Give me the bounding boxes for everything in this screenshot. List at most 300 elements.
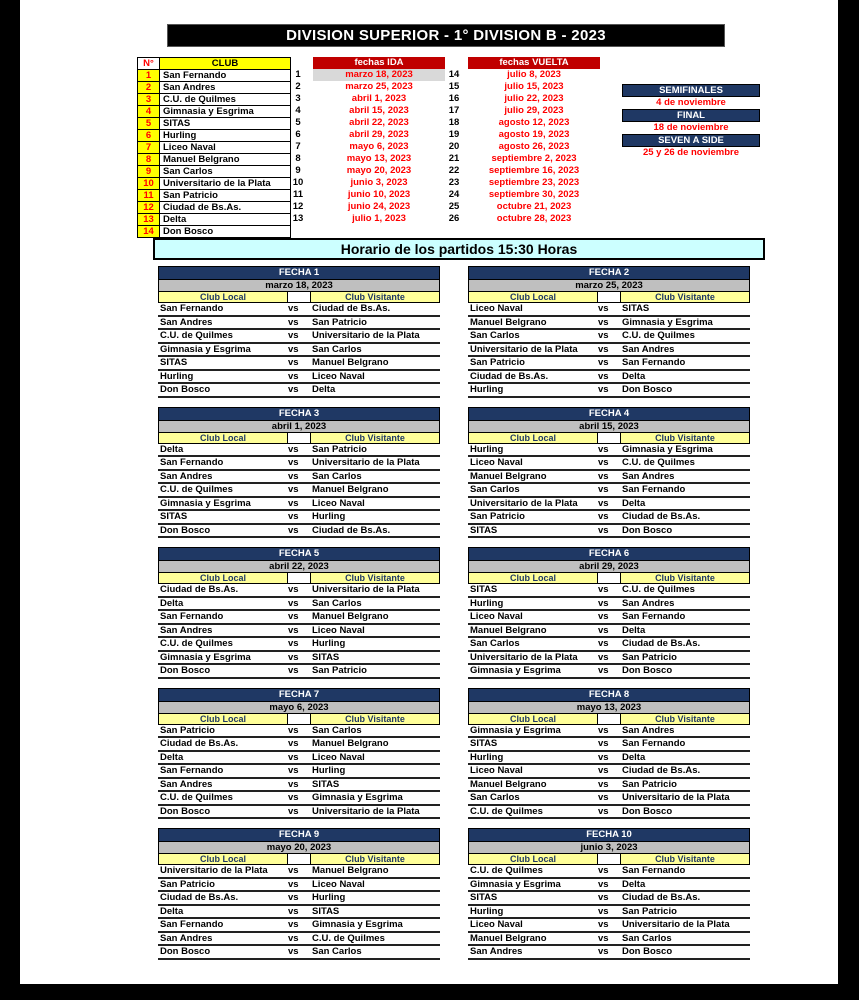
round-date: septiembre 2, 2023 bbox=[468, 153, 600, 165]
match-row bbox=[158, 665, 440, 679]
local-club: Don Bosco bbox=[160, 665, 211, 677]
vs-column-spacer bbox=[598, 573, 621, 583]
match-row bbox=[468, 752, 750, 766]
local-club: Hurling bbox=[470, 443, 504, 455]
local-club: Universitario de la Plata bbox=[160, 865, 268, 877]
vs-label: vs bbox=[288, 765, 299, 777]
club-number: 12 bbox=[138, 202, 160, 214]
round-date: agosto 12, 2023 bbox=[468, 117, 600, 129]
visiting-club: Manuel Belgrano bbox=[312, 865, 389, 877]
match-row bbox=[468, 946, 750, 960]
round-number: 24 bbox=[448, 189, 460, 200]
club-number: 11 bbox=[138, 190, 160, 202]
round-date: abril 29, 2023 bbox=[313, 129, 445, 141]
fixture-column-headers bbox=[158, 713, 440, 725]
vs-label: vs bbox=[598, 316, 609, 328]
local-club: Universitario de la Plata bbox=[470, 651, 578, 663]
match-row bbox=[468, 625, 750, 639]
club-row bbox=[138, 154, 291, 166]
local-club: Manuel Belgrano bbox=[470, 932, 547, 944]
vs-column-spacer bbox=[288, 714, 311, 724]
club-name: San Fernando bbox=[160, 70, 291, 82]
round-date: julio 22, 2023 bbox=[468, 93, 600, 105]
visiting-club: Liceo Naval bbox=[312, 878, 365, 890]
fixture-date: mayo 20, 2023 bbox=[158, 841, 440, 853]
round-row bbox=[440, 177, 600, 189]
vs-label: vs bbox=[598, 484, 609, 496]
visiting-club: Gimnasia y Esgrima bbox=[622, 316, 713, 328]
visitor-column-header: Club Visitante bbox=[311, 573, 439, 583]
local-club: Liceo Naval bbox=[470, 457, 523, 469]
fixture-column-headers bbox=[468, 713, 750, 725]
fixture-column-headers bbox=[158, 572, 440, 584]
visiting-club: Ciudad de Bs.As. bbox=[622, 765, 701, 777]
club-row bbox=[138, 190, 291, 202]
round-number: 13 bbox=[292, 213, 304, 224]
round-date: agosto 26, 2023 bbox=[468, 141, 600, 153]
match-row bbox=[468, 317, 750, 331]
vs-column-spacer bbox=[288, 433, 311, 443]
visiting-club: San Andres bbox=[622, 597, 675, 609]
match-row bbox=[158, 765, 440, 779]
vs-label: vs bbox=[288, 470, 299, 482]
vs-label: vs bbox=[288, 738, 299, 750]
fixture-round-title: FECHA 7 bbox=[158, 688, 440, 701]
local-club: Liceo Naval bbox=[470, 303, 523, 315]
vs-label: vs bbox=[598, 805, 609, 817]
round-number: 16 bbox=[448, 93, 460, 104]
vs-label: vs bbox=[288, 330, 299, 342]
club-name: San Carlos bbox=[160, 166, 291, 178]
round-date: septiembre 30, 2023 bbox=[468, 189, 600, 201]
fixture-block bbox=[468, 828, 750, 960]
visiting-club: Don Bosco bbox=[622, 524, 673, 536]
vs-label: vs bbox=[288, 343, 299, 355]
vs-label: vs bbox=[598, 357, 609, 369]
club-name: San Andres bbox=[160, 82, 291, 94]
match-row bbox=[158, 611, 440, 625]
fixture-date: abril 1, 2023 bbox=[158, 420, 440, 432]
vs-label: vs bbox=[598, 765, 609, 777]
match-row bbox=[468, 933, 750, 947]
visiting-club: C.U. de Quilmes bbox=[312, 932, 385, 944]
club-number: 1 bbox=[138, 70, 160, 82]
vs-label: vs bbox=[288, 511, 299, 523]
visiting-club: Gimnasia y Esgrima bbox=[312, 792, 403, 804]
fixture-block bbox=[468, 688, 750, 820]
match-row bbox=[158, 738, 440, 752]
club-name: SITAS bbox=[160, 118, 291, 130]
local-club: San Carlos bbox=[470, 792, 520, 804]
clubs-header-row bbox=[138, 58, 291, 70]
ida-header: fechas IDA bbox=[313, 57, 445, 69]
vs-label: vs bbox=[288, 905, 299, 917]
round-date: marzo 18, 2023 bbox=[313, 69, 445, 81]
round-row bbox=[440, 141, 600, 153]
local-club: Don Bosco bbox=[160, 946, 211, 958]
local-club: SITAS bbox=[470, 584, 498, 596]
vs-label: vs bbox=[288, 865, 299, 877]
round-number: 3 bbox=[295, 93, 301, 104]
local-club: C.U. de Quilmes bbox=[160, 792, 233, 804]
vs-label: vs bbox=[598, 905, 609, 917]
match-row bbox=[158, 471, 440, 485]
round-date: junio 10, 2023 bbox=[313, 189, 445, 201]
playoff-stage-label: SEMIFINALES bbox=[622, 84, 760, 97]
fixture-matches bbox=[468, 444, 750, 539]
match-row bbox=[158, 638, 440, 652]
visiting-club: Manuel Belgrano bbox=[312, 484, 389, 496]
round-number: 12 bbox=[292, 201, 304, 212]
round-row bbox=[440, 117, 600, 129]
vuelta-header-spacer bbox=[440, 57, 468, 69]
visiting-club: Delta bbox=[622, 370, 646, 382]
match-row bbox=[468, 525, 750, 539]
club-number: 3 bbox=[138, 94, 160, 106]
round-number: 22 bbox=[448, 165, 460, 176]
round-row bbox=[283, 69, 445, 81]
club-number-header: N° bbox=[138, 58, 160, 70]
round-number: 9 bbox=[295, 165, 301, 176]
fechas-ida-table bbox=[283, 57, 445, 225]
visiting-club: Gimnasia y Esgrima bbox=[312, 919, 403, 931]
local-club: SITAS bbox=[470, 892, 498, 904]
match-row bbox=[158, 933, 440, 947]
match-row bbox=[468, 303, 750, 317]
match-row bbox=[468, 498, 750, 512]
match-row bbox=[158, 865, 440, 879]
playoff-stage-label: SEVEN A SIDE bbox=[622, 134, 760, 147]
local-club: Hurling bbox=[470, 751, 504, 763]
match-row bbox=[468, 371, 750, 385]
club-name: Delta bbox=[160, 214, 291, 226]
local-club: San Carlos bbox=[470, 330, 520, 342]
vs-label: vs bbox=[598, 343, 609, 355]
round-row bbox=[283, 117, 445, 129]
visiting-club: San Carlos bbox=[312, 470, 362, 482]
fixture-column-headers bbox=[468, 291, 750, 303]
match-row bbox=[158, 792, 440, 806]
visiting-club: Hurling bbox=[312, 511, 346, 523]
local-club: Ciudad de Bs.As. bbox=[160, 892, 239, 904]
clubs-body bbox=[138, 70, 291, 238]
local-club: Manuel Belgrano bbox=[470, 470, 547, 482]
club-row bbox=[138, 118, 291, 130]
visitor-column-header: Club Visitante bbox=[311, 854, 439, 864]
club-number: 14 bbox=[138, 226, 160, 238]
match-row bbox=[468, 765, 750, 779]
round-row bbox=[283, 141, 445, 153]
left-border bbox=[0, 0, 20, 1000]
vs-label: vs bbox=[288, 665, 299, 677]
round-row bbox=[283, 105, 445, 117]
visiting-club: San Patricio bbox=[312, 665, 367, 677]
match-row bbox=[468, 879, 750, 893]
playoff-dates bbox=[622, 84, 760, 159]
fixture-round-title: FECHA 4 bbox=[468, 407, 750, 420]
round-row bbox=[440, 189, 600, 201]
fixture-date: mayo 6, 2023 bbox=[158, 701, 440, 713]
round-date: septiembre 16, 2023 bbox=[468, 165, 600, 177]
club-number: 8 bbox=[138, 154, 160, 166]
match-row bbox=[158, 752, 440, 766]
match-row bbox=[468, 725, 750, 739]
match-row bbox=[468, 892, 750, 906]
round-number: 14 bbox=[448, 69, 460, 80]
club-row bbox=[138, 166, 291, 178]
vs-label: vs bbox=[598, 524, 609, 536]
match-row bbox=[158, 317, 440, 331]
visiting-club: Delta bbox=[622, 751, 646, 763]
vs-label: vs bbox=[598, 919, 609, 931]
club-name: Universitario de la Plata bbox=[160, 178, 291, 190]
vs-label: vs bbox=[598, 778, 609, 790]
club-row bbox=[138, 94, 291, 106]
vs-label: vs bbox=[598, 597, 609, 609]
page-title: DIVISION SUPERIOR - 1° DIVISION B - 2023 bbox=[167, 24, 725, 47]
club-number: 7 bbox=[138, 142, 160, 154]
fixture-round-title: FECHA 10 bbox=[468, 828, 750, 841]
vs-label: vs bbox=[598, 624, 609, 636]
local-club: San Fernando bbox=[160, 303, 224, 315]
visiting-club: Delta bbox=[622, 497, 646, 509]
vs-label: vs bbox=[598, 370, 609, 382]
visiting-club: Hurling bbox=[312, 765, 346, 777]
round-number: 20 bbox=[448, 141, 460, 152]
playoff-stage-date: 25 y 26 de noviembre bbox=[642, 147, 740, 158]
match-row bbox=[158, 357, 440, 371]
round-number: 1 bbox=[295, 69, 301, 80]
round-number: 17 bbox=[448, 105, 460, 116]
visiting-club: San Carlos bbox=[312, 597, 362, 609]
match-row bbox=[158, 919, 440, 933]
round-number: 10 bbox=[292, 177, 304, 188]
local-club: San Patricio bbox=[470, 357, 525, 369]
club-number: 4 bbox=[138, 106, 160, 118]
match-row bbox=[468, 444, 750, 458]
vs-label: vs bbox=[288, 638, 299, 650]
fixture-matches bbox=[468, 865, 750, 960]
round-row bbox=[440, 93, 600, 105]
vuelta-header: fechas VUELTA bbox=[468, 57, 600, 69]
round-row bbox=[283, 129, 445, 141]
round-row bbox=[440, 69, 600, 81]
local-club: SITAS bbox=[160, 511, 188, 523]
vs-label: vs bbox=[288, 919, 299, 931]
match-row bbox=[158, 371, 440, 385]
match-row bbox=[158, 303, 440, 317]
fixture-round-title: FECHA 5 bbox=[158, 547, 440, 560]
visiting-club: Hurling bbox=[312, 892, 346, 904]
local-club: Gimnasia y Esgrima bbox=[160, 651, 251, 663]
visiting-club: San Patricio bbox=[622, 778, 677, 790]
fixture-date: mayo 13, 2023 bbox=[468, 701, 750, 713]
vs-column-spacer bbox=[598, 714, 621, 724]
visiting-club: San Patricio bbox=[312, 443, 367, 455]
vs-column-spacer bbox=[598, 433, 621, 443]
local-club: San Fernando bbox=[160, 765, 224, 777]
vs-label: vs bbox=[288, 524, 299, 536]
vs-label: vs bbox=[598, 724, 609, 736]
vs-label: vs bbox=[288, 624, 299, 636]
vs-label: vs bbox=[288, 805, 299, 817]
round-date: octubre 21, 2023 bbox=[468, 201, 600, 213]
vs-label: vs bbox=[288, 878, 299, 890]
right-border bbox=[838, 0, 859, 1000]
visiting-club: Ciudad de Bs.As. bbox=[622, 892, 701, 904]
local-club: San Patricio bbox=[160, 724, 215, 736]
round-row bbox=[283, 189, 445, 201]
local-club: San Andres bbox=[160, 778, 213, 790]
round-row bbox=[283, 177, 445, 189]
vs-label: vs bbox=[598, 878, 609, 890]
club-row bbox=[138, 214, 291, 226]
local-column-header: Club Local bbox=[159, 433, 288, 443]
local-column-header: Club Local bbox=[159, 854, 288, 864]
visiting-club: San Patricio bbox=[312, 316, 367, 328]
visiting-club: Liceo Naval bbox=[312, 370, 365, 382]
match-row bbox=[158, 584, 440, 598]
local-club: Gimnasia y Esgrima bbox=[470, 665, 561, 677]
local-club: San Andres bbox=[160, 316, 213, 328]
club-row bbox=[138, 226, 291, 238]
visitor-column-header: Club Visitante bbox=[621, 433, 749, 443]
visitor-column-header: Club Visitante bbox=[311, 292, 439, 302]
visiting-club: Ciudad de Bs.As. bbox=[312, 303, 391, 315]
round-row bbox=[283, 153, 445, 165]
round-row bbox=[283, 93, 445, 105]
local-club: Manuel Belgrano bbox=[470, 624, 547, 636]
fixture-matches bbox=[158, 303, 440, 398]
vs-label: vs bbox=[288, 457, 299, 469]
round-number: 19 bbox=[448, 129, 460, 140]
match-row bbox=[468, 457, 750, 471]
round-number: 4 bbox=[295, 105, 301, 116]
vs-label: vs bbox=[288, 597, 299, 609]
vs-label: vs bbox=[598, 511, 609, 523]
local-club: San Patricio bbox=[470, 511, 525, 523]
club-name: Ciudad de Bs.As. bbox=[160, 202, 291, 214]
club-number: 6 bbox=[138, 130, 160, 142]
visitor-column-header: Club Visitante bbox=[311, 433, 439, 443]
vs-label: vs bbox=[598, 303, 609, 315]
local-club: C.U. de Quilmes bbox=[160, 484, 233, 496]
vuelta-body bbox=[440, 69, 600, 225]
local-column-header: Club Local bbox=[469, 433, 598, 443]
local-club: Ciudad de Bs.As. bbox=[160, 738, 239, 750]
vs-label: vs bbox=[598, 611, 609, 623]
round-row bbox=[283, 201, 445, 213]
schedule-banner: Horario de los partidos 15:30 Horas bbox=[153, 238, 765, 260]
fixture-column-headers bbox=[468, 572, 750, 584]
match-row bbox=[158, 879, 440, 893]
local-club: SITAS bbox=[470, 524, 498, 536]
visiting-club: Ciudad de Bs.As. bbox=[622, 511, 701, 523]
club-row bbox=[138, 70, 291, 82]
visiting-club: San Carlos bbox=[312, 724, 362, 736]
vs-label: vs bbox=[288, 384, 299, 396]
match-row bbox=[158, 652, 440, 666]
visiting-club: Universitario de la Plata bbox=[312, 805, 420, 817]
vs-column-spacer bbox=[288, 573, 311, 583]
vs-label: vs bbox=[288, 443, 299, 455]
round-number: 23 bbox=[448, 177, 460, 188]
visiting-club: Delta bbox=[622, 624, 646, 636]
local-club: San Fernando bbox=[160, 457, 224, 469]
vs-label: vs bbox=[598, 470, 609, 482]
round-number: 18 bbox=[448, 117, 460, 128]
vs-column-spacer bbox=[598, 292, 621, 302]
club-name: Hurling bbox=[160, 130, 291, 142]
local-club: Hurling bbox=[160, 370, 194, 382]
local-column-header: Club Local bbox=[469, 573, 598, 583]
round-date: septiembre 23, 2023 bbox=[468, 177, 600, 189]
fixture-round-title: FECHA 9 bbox=[158, 828, 440, 841]
local-club: Delta bbox=[160, 443, 184, 455]
visiting-club: Universitario de la Plata bbox=[312, 457, 420, 469]
ida-body bbox=[283, 69, 445, 225]
vs-label: vs bbox=[598, 751, 609, 763]
local-club: Hurling bbox=[470, 384, 504, 396]
round-number: 25 bbox=[448, 201, 460, 212]
visiting-club: SITAS bbox=[312, 778, 340, 790]
visiting-club: San Carlos bbox=[312, 343, 362, 355]
match-row bbox=[468, 344, 750, 358]
local-club: Ciudad de Bs.As. bbox=[160, 584, 239, 596]
local-club: Hurling bbox=[470, 905, 504, 917]
match-row bbox=[468, 779, 750, 793]
round-number: 2 bbox=[295, 81, 301, 92]
vs-label: vs bbox=[288, 724, 299, 736]
round-row bbox=[440, 213, 600, 225]
visiting-club: Delta bbox=[622, 878, 646, 890]
fixture-block bbox=[468, 266, 750, 398]
clubs-table bbox=[137, 57, 291, 238]
fixture-date: abril 22, 2023 bbox=[158, 560, 440, 572]
match-row bbox=[158, 806, 440, 820]
visiting-club: San Carlos bbox=[622, 932, 672, 944]
match-row bbox=[468, 919, 750, 933]
round-number: 21 bbox=[448, 153, 460, 164]
visiting-club: Don Bosco bbox=[622, 805, 673, 817]
vs-label: vs bbox=[288, 946, 299, 958]
round-date: julio 15, 2023 bbox=[468, 81, 600, 93]
visiting-club: Ciudad de Bs.As. bbox=[312, 524, 391, 536]
vs-label: vs bbox=[288, 792, 299, 804]
club-row bbox=[138, 142, 291, 154]
visitor-column-header: Club Visitante bbox=[621, 854, 749, 864]
local-column-header: Club Local bbox=[469, 714, 598, 724]
visiting-club: C.U. de Quilmes bbox=[622, 584, 695, 596]
fixture-block bbox=[468, 407, 750, 539]
fixture-matches bbox=[158, 865, 440, 960]
match-row bbox=[468, 471, 750, 485]
match-row bbox=[468, 665, 750, 679]
vs-column-spacer bbox=[288, 854, 311, 864]
local-club: Gimnasia y Esgrima bbox=[470, 724, 561, 736]
playoff-stage-date: 4 de noviembre bbox=[656, 97, 726, 108]
local-club: Universitario de la Plata bbox=[470, 343, 578, 355]
round-number: 8 bbox=[295, 153, 301, 164]
visiting-club: SITAS bbox=[312, 651, 340, 663]
visiting-club: San Fernando bbox=[622, 738, 686, 750]
fixture-column-headers bbox=[468, 432, 750, 444]
round-number: 6 bbox=[295, 129, 301, 140]
visitor-column-header: Club Visitante bbox=[311, 714, 439, 724]
round-row bbox=[440, 105, 600, 117]
round-date: abril 15, 2023 bbox=[313, 105, 445, 117]
vs-label: vs bbox=[288, 892, 299, 904]
